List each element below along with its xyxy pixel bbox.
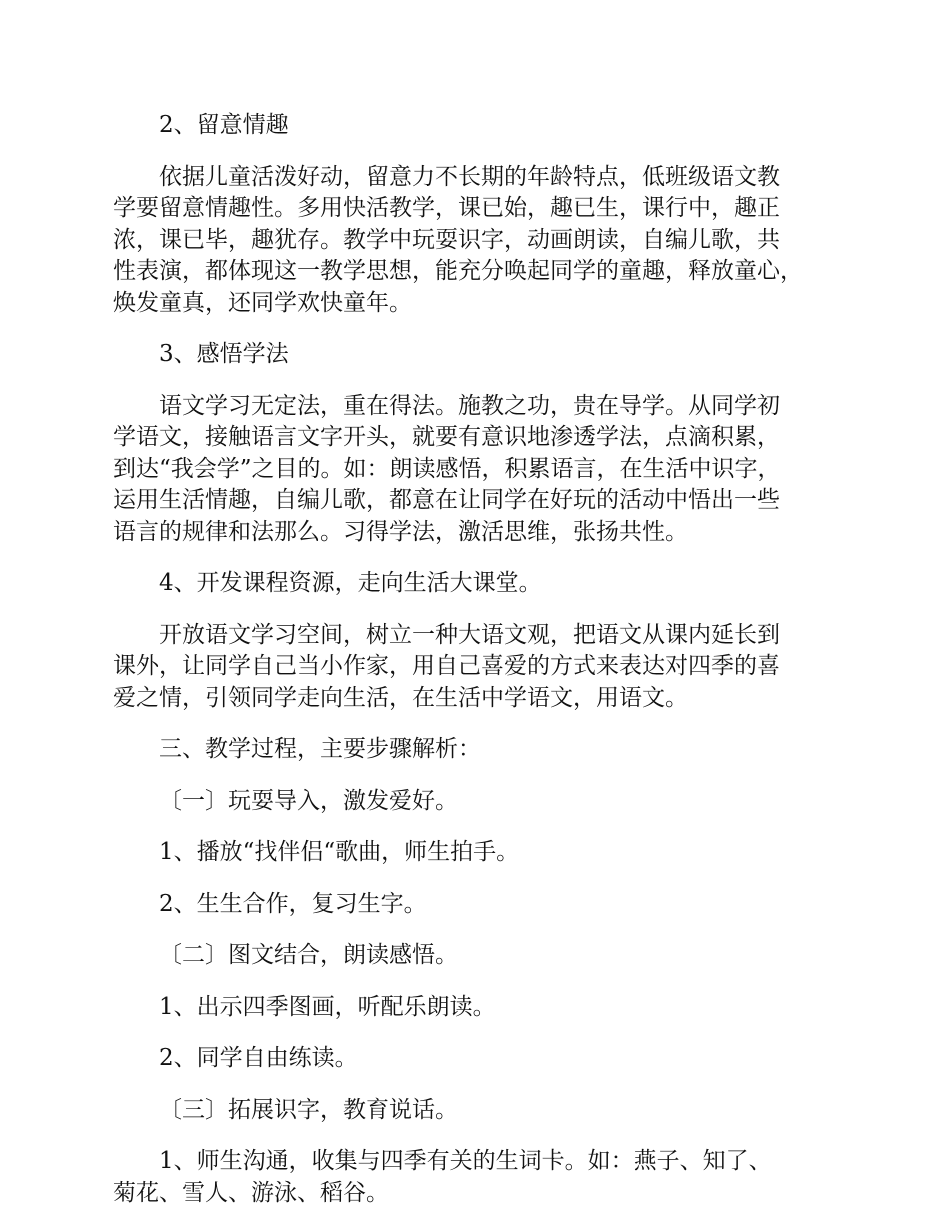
text-line: 1、师生沟通，收集与四季有关的生词卡。如：燕子、知了、 <box>159 1148 772 1174</box>
text-line: 开放语文学习空间，树立一种大语文观，把语文从课内延长到 <box>159 621 780 648</box>
document-page <box>113 110 838 1229</box>
section-heading-leave-interest: 2、留意情趣 <box>159 112 289 138</box>
subsection-heading-expand-literacy: 〔三〕拓展识字，教育说话。 <box>159 1096 458 1123</box>
list-item: 2、生生合作，复习生字。 <box>159 890 427 917</box>
text-line: 爱之情，引领同学走向生活，在生活中学语文，用语文。 <box>113 684 688 711</box>
paragraph-interest <box>113 162 838 320</box>
section-heading-learning-method: 3、感悟学法 <box>159 341 289 367</box>
text-line: 学语文，接触语言文字开头，就要有意识地渗透学法，点滴积累， <box>113 424 780 450</box>
text-line: 菊花、雪人、游泳、稻谷。 <box>113 1179 389 1206</box>
text-line: 语文学习无定法，重在得法。施教之功，贵在导学。从同学初 <box>159 392 780 419</box>
text-line: 焕发童真，还同学欢快童年。 <box>113 289 412 316</box>
subsection-heading-image-text: 〔二〕图文结合，朗读感悟。 <box>159 942 458 968</box>
text-line: 语言的规律和法那么。习得学法，激活思维，张扬共性。 <box>113 518 688 545</box>
text-line: 性表演，都体现这一教学思想，能充分唤起同学的童趣，释放童心， <box>113 258 803 284</box>
list-item: 1、播放“找伴侣“歌曲，师生拍手。 <box>159 839 520 865</box>
paragraph-learning-method <box>113 391 838 549</box>
paragraph-word-cards <box>113 1146 838 1209</box>
list-item: 1、出示四季图画，听配乐朗读。 <box>159 993 496 1020</box>
section-heading-teaching-process: 三、教学过程，主要步骤解析： <box>159 736 481 762</box>
subsection-heading-game-intro: 〔一〕玩耍导入，激发爱好。 <box>159 787 458 814</box>
text-line: 学要留意情趣性。多用快活教学，课已始，趣已生，课行中，趣正 <box>113 195 780 221</box>
paragraph-course-resources <box>113 620 838 715</box>
text-line: 运用生活情趣，自编儿歌，都意在让同学在好玩的活动中悟出一些 <box>113 487 780 513</box>
section-heading-course-resources: 4、开发课程资源，走向生活大课堂。 <box>159 570 542 596</box>
text-line: 依据儿童活泼好动，留意力不长期的年龄特点，低班级语文教 <box>159 163 780 190</box>
text-line: 到达“我会学”之目的。如：朗读感悟，积累语言，在生活中识字， <box>113 455 781 482</box>
text-line: 课外，让同学自己当小作家，用自己喜爱的方式来表达对四季的喜 <box>113 653 780 679</box>
list-item: 2、同学自由练读。 <box>159 1045 358 1071</box>
text-line: 浓，课已毕，趣犹存。教学中玩耍识字，动画朗读，自编儿歌，共 <box>113 226 780 253</box>
